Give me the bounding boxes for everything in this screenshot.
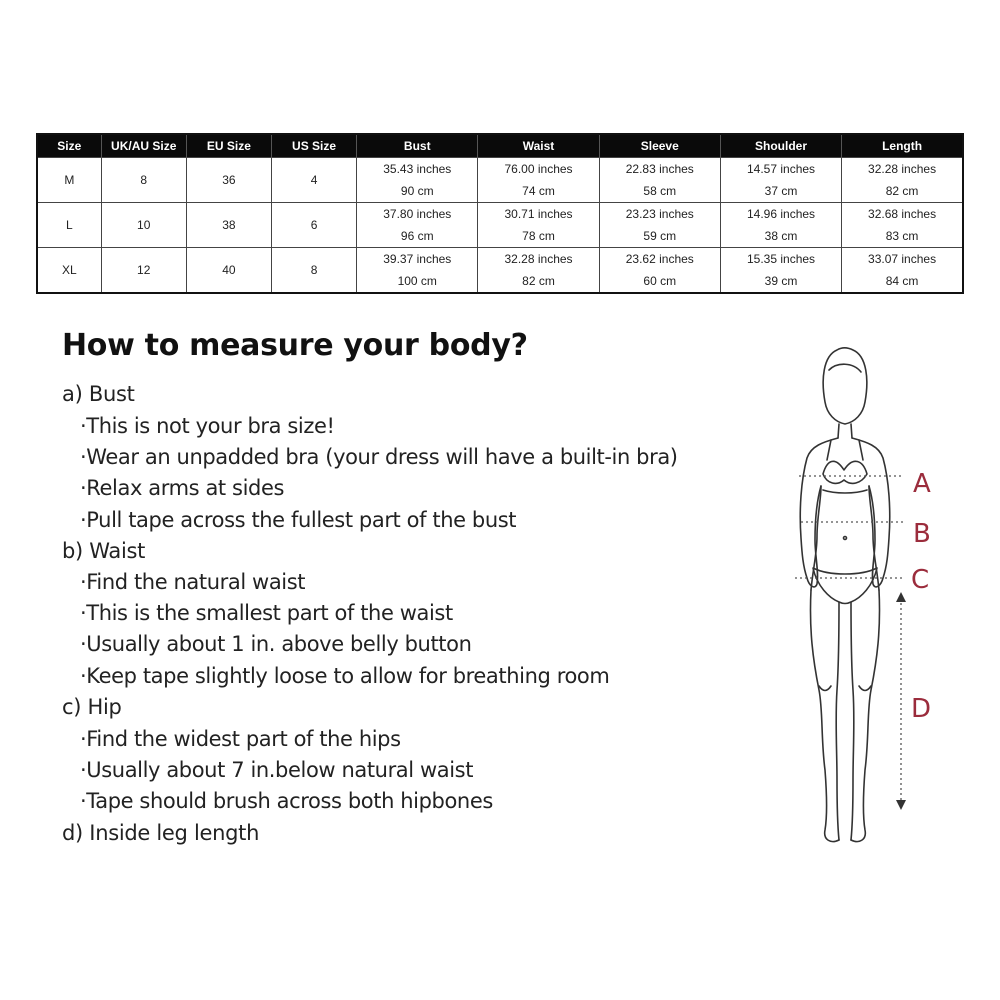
size-table-header-row (37, 134, 963, 158)
cell-inches: 33.07 inches (868, 252, 937, 266)
tip-item: ·Usually about 1 in. above belly button (80, 632, 472, 656)
cell-inches: 15.35 inches (746, 252, 816, 266)
tip-item: ·Find the widest part of the hips (80, 727, 401, 751)
figure-briefs (813, 568, 877, 604)
cell-cm: 37 cm (764, 184, 798, 198)
cell-cm: 82 cm (522, 274, 555, 288)
cell-bust (357, 158, 478, 203)
cell-inches: 23.23 inches (625, 207, 694, 221)
section-heading-waist: b) Waist (62, 539, 146, 563)
cell-size: XL (37, 248, 101, 294)
header-sleeve: Sleeve (599, 134, 720, 158)
cell-cm: 90 cm (400, 184, 434, 198)
cell-shoulder (720, 248, 841, 294)
page-title: How to measure your body? (62, 328, 528, 363)
section-heading-bust: a) Bust (62, 382, 135, 406)
tip-item: ·Usually about 7 in.below natural waist (80, 758, 474, 782)
section-heading-inside-leg: d) Inside leg length (62, 821, 260, 845)
tip-item: ·Tape should brush across both hipbones (80, 789, 493, 813)
cell-cm: 74 cm (522, 184, 555, 198)
cell-inches: 39.37 inches (383, 252, 452, 266)
cell-us: 4 (271, 158, 356, 203)
cell-cm: 100 cm (397, 274, 437, 288)
cell-cm: 39 cm (764, 274, 798, 288)
arrow-up-icon (896, 592, 906, 602)
cell-inches: 32.28 inches (504, 252, 573, 266)
cell-bust (357, 248, 478, 294)
header-us-size: US Size (271, 134, 356, 158)
tip-item: ·Wear an unpadded bra (your dress will have a built-in bra) (80, 445, 678, 469)
cell-sleeve (599, 203, 720, 248)
cell-shoulder (720, 158, 841, 203)
tip-item: ·Pull tape across the fullest part of the bust (80, 508, 517, 532)
cell-uk-au: 8 (101, 158, 186, 203)
cell-cm: 38 cm (764, 229, 798, 243)
cell-cm: 60 cm (643, 274, 677, 288)
tip-item: ·This is not your bra size! (80, 414, 335, 438)
label-b: B (913, 519, 931, 549)
header-shoulder: Shoulder (720, 134, 841, 158)
table-row (37, 158, 963, 203)
header-size: Size (37, 134, 101, 158)
arrow-down-icon (896, 800, 906, 810)
cell-us: 6 (271, 203, 356, 248)
cell-inches: 37.80 inches (383, 207, 452, 221)
label-c: C (911, 565, 930, 595)
cell-cm: 84 cm (885, 274, 919, 288)
cell-cm: 82 cm (885, 184, 919, 198)
cell-inches: 14.96 inches (746, 207, 816, 221)
cell-size: M (37, 158, 101, 203)
header-eu-size: EU Size (186, 134, 271, 158)
cell-inches: 22.83 inches (625, 162, 694, 176)
cell-us: 8 (271, 248, 356, 294)
cell-eu: 36 (186, 158, 271, 203)
header-bust: Bust (357, 134, 478, 158)
cell-length (842, 248, 963, 294)
tip-item: ·This is the smallest part of the waist (80, 601, 453, 625)
cell-length (842, 203, 963, 248)
label-a: A (913, 469, 931, 499)
cell-inches: 23.62 inches (625, 252, 694, 266)
body-figure-illustration (765, 340, 965, 870)
cell-cm: 96 cm (400, 229, 434, 243)
header-length: Length (842, 134, 963, 158)
table-row (37, 248, 963, 294)
cell-inches: 76.00 inches (504, 162, 573, 176)
cell-cm: 78 cm (522, 229, 555, 243)
cell-shoulder (720, 203, 841, 248)
cell-inches: 14.57 inches (746, 162, 816, 176)
cell-sleeve (599, 158, 720, 203)
size-chart-table (36, 133, 964, 294)
cell-waist (478, 203, 599, 248)
cell-waist (478, 248, 599, 294)
cell-uk-au: 12 (101, 248, 186, 294)
cell-inches: 35.43 inches (383, 162, 452, 176)
cell-eu: 38 (186, 203, 271, 248)
section-heading-hip: c) Hip (62, 695, 122, 719)
cell-waist (478, 158, 599, 203)
cell-cm: 83 cm (885, 229, 919, 243)
header-waist: Waist (478, 134, 599, 158)
cell-cm: 58 cm (643, 184, 677, 198)
cell-inches: 32.68 inches (868, 207, 937, 221)
table-row (37, 203, 963, 248)
tip-item: ·Keep tape slightly loose to allow for breathing room (80, 664, 610, 688)
tip-item: ·Relax arms at sides (80, 476, 284, 500)
figure-bra (823, 461, 867, 483)
figure-right-leg (851, 590, 880, 842)
cell-inches: 32.28 inches (868, 162, 937, 176)
figure-head (823, 348, 867, 424)
label-d: D (911, 694, 932, 724)
cell-bust (357, 203, 478, 248)
figure-left-leg (810, 590, 839, 842)
cell-uk-au: 10 (101, 203, 186, 248)
header-uk-au-size: UK/AU Size (101, 134, 186, 158)
cell-length (842, 158, 963, 203)
cell-inches: 30.71 inches (504, 207, 573, 221)
cell-size: L (37, 203, 101, 248)
cell-eu: 40 (186, 248, 271, 294)
cell-cm: 59 cm (643, 229, 677, 243)
tip-item: ·Find the natural waist (80, 570, 306, 594)
cell-sleeve (599, 248, 720, 294)
